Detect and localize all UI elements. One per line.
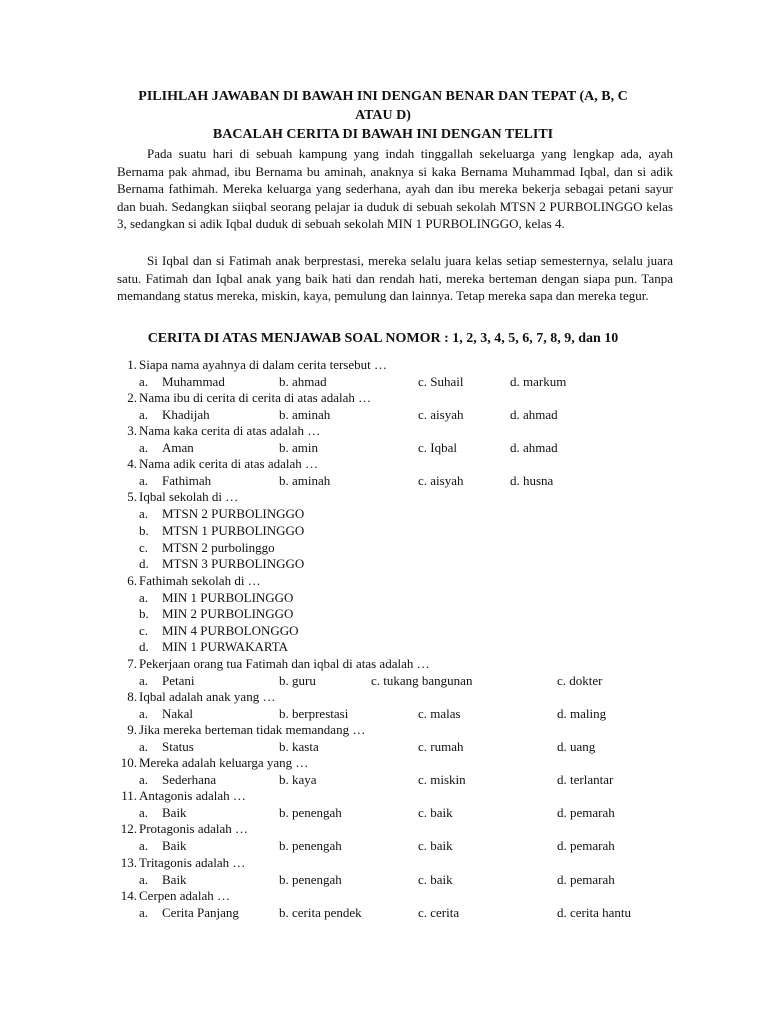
answer-option[interactable]: Baik xyxy=(162,872,187,887)
question-number: 7. xyxy=(127,656,137,671)
answer-option[interactable]: b. kaya xyxy=(279,772,317,787)
question-number: 11. xyxy=(121,788,137,803)
option-letter: a. xyxy=(139,739,149,754)
answer-option[interactable]: c. rumah xyxy=(418,739,464,754)
option-letter: c. xyxy=(139,623,149,638)
option-letter: d. xyxy=(139,639,149,654)
answer-option[interactable]: d. cerita hantu xyxy=(557,905,631,920)
answer-option[interactable]: b. amin xyxy=(279,440,318,455)
answer-option[interactable]: Status xyxy=(162,739,194,754)
question-text: Fathimah sekolah di … xyxy=(139,573,261,588)
answer-option[interactable]: b. penengah xyxy=(279,872,342,887)
answer-option[interactable]: d. ahmad xyxy=(510,440,558,455)
answer-option[interactable]: c. Iqbal xyxy=(418,440,457,455)
question-number: 13. xyxy=(120,855,137,870)
answer-option[interactable]: c. aisyah xyxy=(418,407,464,422)
answer-option[interactable]: c. aisyah xyxy=(418,473,464,488)
answer-option[interactable]: c. Suhail xyxy=(418,374,464,389)
question-text: Cerpen adalah … xyxy=(139,888,230,903)
option-letter: a. xyxy=(139,440,149,455)
answer-option[interactable]: c. baik xyxy=(418,838,453,853)
answer-option[interactable]: d. pemarah xyxy=(557,805,615,820)
answer-option[interactable]: b. aminah xyxy=(279,473,331,488)
option-text: MTSN 2 purbolinggo xyxy=(162,540,275,555)
answer-option[interactable]: b. guru xyxy=(279,673,316,688)
option-letter: a. xyxy=(139,772,149,787)
question-text: Siapa nama ayahnya di dalam cerita tersebut … xyxy=(139,357,387,372)
instruction-heading-line-2: ATAU D) xyxy=(355,108,411,123)
option-letter: a. xyxy=(139,905,149,920)
answer-option[interactable]: d. ahmad xyxy=(510,407,558,422)
question-text: Nama adik cerita di atas adalah … xyxy=(139,456,319,471)
question-number: 6. xyxy=(127,573,137,588)
answer-option[interactable]: d. husna xyxy=(510,473,554,488)
answer-option[interactable]: b. aminah xyxy=(279,407,331,422)
option-letter: a. xyxy=(139,838,149,853)
answer-option[interactable]: b. kasta xyxy=(279,739,319,754)
option-letter: a. xyxy=(139,872,149,887)
question-number: 14. xyxy=(120,888,137,903)
question-text: Jika mereka berteman tidak memandang … xyxy=(139,722,366,737)
question-number: 2. xyxy=(127,390,137,405)
question-number: 1. xyxy=(127,357,137,372)
option-letter: a. xyxy=(139,590,149,605)
option-letter: b. xyxy=(139,523,149,538)
section-heading: CERITA DI ATAS MENJAWAB SOAL NOMOR : 1, 2, 3, 4, 5, 6, 7, 8, 9, dan 10 xyxy=(147,331,619,346)
option-text: MTSN 2 PURBOLINGGO xyxy=(162,506,305,521)
question-text: Mereka adalah keluarga yang … xyxy=(139,755,309,770)
answer-option[interactable]: d. pemarah xyxy=(557,838,615,853)
option-letter: a. xyxy=(139,805,149,820)
answer-option[interactable]: d. markum xyxy=(510,374,567,389)
story-title: BACALAH CERITA DI BAWAH INI DENGAN TELITI xyxy=(212,127,554,142)
answer-option[interactable]: c. miskin xyxy=(418,772,466,787)
option-text: MTSN 3 PURBOLINGGO xyxy=(162,556,305,571)
answer-option[interactable]: d. maling xyxy=(557,706,607,721)
question-text: Tritagonis adalah … xyxy=(139,855,246,870)
answer-option[interactable]: b. cerita pendek xyxy=(279,905,362,920)
answer-option[interactable]: Baik xyxy=(162,805,187,820)
option-letter: a. xyxy=(139,407,149,422)
option-letter: a. xyxy=(139,673,149,688)
option-letter: c. xyxy=(139,540,149,555)
option-text: MIN 2 PURBOLINGGO xyxy=(162,606,294,621)
answer-option[interactable]: d. terlantar xyxy=(557,772,614,787)
option-text: MIN 1 PURBOLINGGO xyxy=(162,590,294,605)
question-number: 4. xyxy=(127,456,137,471)
option-letter: a. xyxy=(139,473,149,488)
option-letter: a. xyxy=(139,706,149,721)
answer-option[interactable]: Muhammad xyxy=(162,374,225,389)
option-letter: a. xyxy=(139,374,149,389)
question-number: 10. xyxy=(120,755,137,770)
answer-option[interactable]: b. penengah xyxy=(279,805,342,820)
question-number: 8. xyxy=(127,689,137,704)
option-text: MIN 4 PURBOLONGGO xyxy=(162,623,299,638)
answer-option[interactable]: c. tukang bangunan xyxy=(371,673,473,688)
answer-option[interactable]: c. cerita xyxy=(418,905,460,920)
answer-option[interactable]: b. penengah xyxy=(279,838,342,853)
option-letter: d. xyxy=(139,556,149,571)
question-text: Pekerjaan orang tua Fatimah dan iqbal di atas adalah … xyxy=(139,656,430,671)
question-text: Protagonis adalah … xyxy=(139,821,249,836)
answer-option[interactable]: Baik xyxy=(162,838,187,853)
option-letter: b. xyxy=(139,606,149,621)
question-text: Iqbal sekolah di … xyxy=(139,489,239,504)
answer-option[interactable]: Cerita Panjang xyxy=(162,905,239,920)
instruction-heading-line-1: PILIHLAH JAWABAN DI BAWAH INI DENGAN BENAR DAN TEPAT (A, B, C xyxy=(138,89,628,104)
answer-option[interactable]: c. baik xyxy=(418,872,453,887)
question-text: Antagonis adalah … xyxy=(139,788,246,803)
question-number: 5. xyxy=(127,489,137,504)
answer-option[interactable]: Khadijah xyxy=(162,407,210,422)
story-paragraph-2-text: Si Iqbal dan si Fatimah anak berprestasi, mereka selalu juara kelas setiap semesternya, selalu juara satu. Fatimah dan Iqbal anak yang baik hati dan rendah hati, mereka berteman dengan siapa pun. Tanpa memandang status mereka, miskin, kaya, pemulung dan lainnya. Tetap mereka sapa dan mereka tegur. xyxy=(117,253,673,303)
story-paragraph-1 xyxy=(117,145,673,233)
question-text: Nama ibu di cerita di cerita di atas adalah … xyxy=(139,390,372,405)
answer-option[interactable]: b. berprestasi xyxy=(279,706,349,721)
question-number: 3. xyxy=(127,423,137,438)
answer-option[interactable]: d. pemarah xyxy=(557,872,615,887)
answer-option[interactable]: d. uang xyxy=(557,739,596,754)
story-paragraph-2 xyxy=(117,252,673,305)
question-text: Nama kaka cerita di atas adalah … xyxy=(139,423,321,438)
question-number: 12. xyxy=(120,821,137,836)
option-letter: a. xyxy=(139,506,149,521)
question-number: 9. xyxy=(127,722,137,737)
answer-option[interactable]: Petani xyxy=(162,673,195,688)
answer-option[interactable]: c. malas xyxy=(418,706,461,721)
answer-option[interactable]: Aman xyxy=(162,440,194,455)
answer-option[interactable]: b. ahmad xyxy=(279,374,327,389)
answer-option[interactable]: c. baik xyxy=(418,805,453,820)
answer-option[interactable]: Nakal xyxy=(162,706,194,721)
option-text: MTSN 1 PURBOLINGGO xyxy=(162,523,305,538)
question-text: Iqbal adalah anak yang … xyxy=(139,689,276,704)
answer-option[interactable]: Fathimah xyxy=(162,473,212,488)
story-paragraph-1-text: Pada suatu hari di sebuah kampung yang indah tinggallah sekeluarga yang lengkap ada, ayah Bernama pak ahmad, ibu Bernama bu aminah, anaknya si kaka Bernama Muhammad Iqbal, dan si adik Bernama fathimah. Mereka keluarga yang sederhana, ayah dan ibu mereka bekerja sebagai petani sayur dan buah. Sedangkan siiqbal seorang pelajar ia duduk di sebuah sekolah MTSN 2 PURBOLINGGO kelas 3, sedangkan si adik Iqbal duduk di sebuah sekolah MIN 1 PURBOLINGGO, kelas 4. xyxy=(117,146,673,231)
answer-option[interactable]: c. dokter xyxy=(557,673,603,688)
option-text: MIN 1 PURWAKARTA xyxy=(162,639,289,654)
answer-option[interactable]: Sederhana xyxy=(162,772,217,787)
